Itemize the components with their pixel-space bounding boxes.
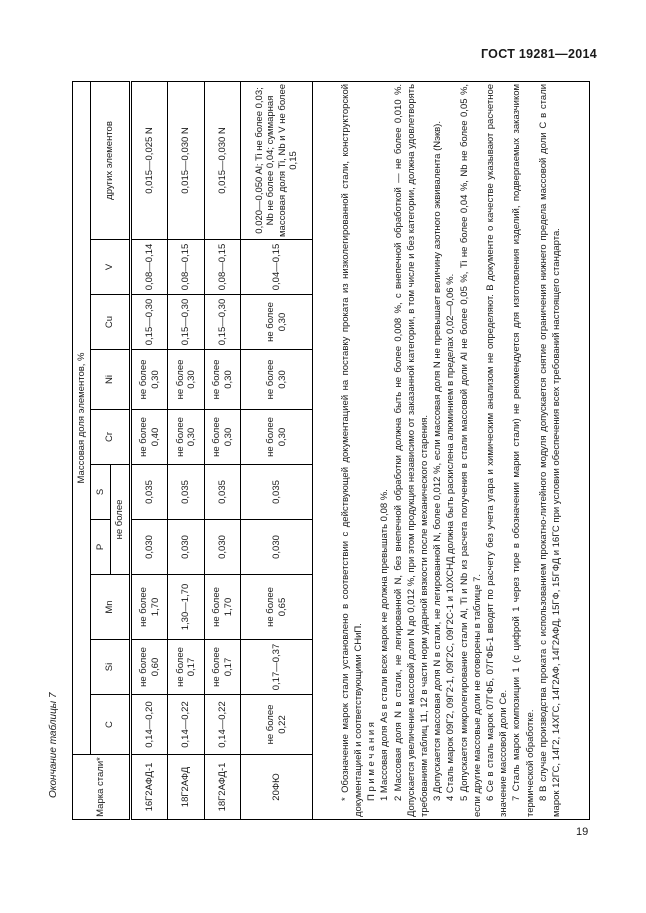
table-cell: не более 0,30 <box>241 350 313 410</box>
table-cell: 0,035 <box>205 465 241 520</box>
note-item: 3 Допускается массовая доля N в стали, не легированной N, более 0,012 %, если массовая доля N не превышает величину азотного эквивалента (Nэкв). <box>432 121 444 801</box>
col-header-c: C <box>91 695 131 755</box>
table-cell: не более 1,70 <box>131 575 168 640</box>
table-cell: не более 0,65 <box>241 575 313 640</box>
table-cell: 0,035 <box>131 465 168 520</box>
table-cell: не более 0,30 <box>241 410 313 465</box>
table-cell: не более 0,30 <box>168 410 205 465</box>
col-header-si: Si <box>91 640 131 695</box>
table-cell: 0,030 <box>168 520 205 575</box>
table-cell: 0,030 <box>205 520 241 575</box>
table-cell: 0,015—0,030 N <box>168 81 205 239</box>
col-header-mn: Mn <box>91 575 131 640</box>
table-cell: 0,04—0,15 <box>241 240 313 295</box>
table-cell: не более 0,30 <box>205 350 241 410</box>
header-row-group <box>73 81 91 819</box>
note-item: 1 Массовая доля As в стали всех марок не должна превышать 0,08 %. <box>379 489 391 801</box>
note-item: 5 Допускается микролегирование стали Al, Ti и Nb из расчета получения в стали массовой доли Al не более 0,05 %, Ti не более 0,04 %, Nb не более 0,05 %, если другие массовые доли не оговорены в таблице 7. <box>458 83 483 817</box>
table-cell: не более 0,30 <box>241 295 313 350</box>
table-cell: не более 1,70 <box>205 575 241 640</box>
table-cell: 0,15—0,30 <box>131 295 168 350</box>
table-cell: 0,15—0,30 <box>205 295 241 350</box>
subheader-ne-bolee: не более <box>111 465 131 575</box>
notes-row <box>313 81 590 819</box>
table-cell: 0,08—0,15 <box>205 240 241 295</box>
col-header-cr: Cr <box>91 410 131 465</box>
col-header-cu: Cu <box>91 295 131 350</box>
table-cell: 0,035 <box>168 465 205 520</box>
col-header-p: P <box>91 520 111 575</box>
steel-mark: 16Г2АФД-1 <box>131 755 168 820</box>
table-cell: не более 0,40 <box>131 410 168 465</box>
table-cell: не более 0,22 <box>241 695 313 755</box>
note-item: 6 Се в сталь марок 07ГФБ, 07ГФБ-1 вводят по расчету без учета угара и химическим анализом не определяют. В документе о качестве указывают расчетное значение массовой доли Се. <box>485 83 510 817</box>
table-row <box>131 81 168 819</box>
table-cell: 1,30—1,70 <box>168 575 205 640</box>
note-item: 7 Сталь марок композиции 1 (с цифрой 1 через тире в обозначении марки стали) не рекомендуется для изготовления изделий, подвергаемых заказчиком термической обработке. <box>511 83 536 817</box>
table-cell: не более 0,30 <box>168 350 205 410</box>
page-number: 19 <box>576 826 589 838</box>
table-cell: 0,030 <box>241 520 313 575</box>
table-cell: не более 0,30 <box>131 350 168 410</box>
table-cell: не более 0,30 <box>205 410 241 465</box>
table-cell: 0,015—0,030 N <box>205 81 241 239</box>
steel-mark: 20ФЮ <box>241 755 313 820</box>
standard-number: ГОСТ 19281—2014 <box>480 47 597 61</box>
col-header-ni: Ni <box>91 350 131 410</box>
table-row <box>168 81 205 819</box>
table-cell: 0,015—0,025 N <box>131 81 168 239</box>
table-cell: 0,035 <box>241 465 313 520</box>
table-cell: не более 0,17 <box>168 640 205 695</box>
note-item: 2 Массовая доля N в стали, не легированной N, без внепечной обработки должна быть не более 0,008 %, с внепечной обработкой — не более 0,010 %. Допускается увеличение массовой доли N до 0,012 %, при этом продукция независимо от заказанной категории, в том числе и без категории, должна удовлетворять требованиям таблиц 11, 12 в части норм ударной вязкости после механического старения. <box>392 83 430 817</box>
col-header-other: других элементов <box>91 81 131 239</box>
table-cell: 0,14—0,20 <box>131 695 168 755</box>
steel-mark: 18Г2АФД-1 <box>205 755 241 820</box>
col-header-v: V <box>91 240 131 295</box>
header-row-elements <box>91 81 111 819</box>
col-header-s: S <box>91 465 111 520</box>
table-cell: 0,14—0,22 <box>168 695 205 755</box>
table-cell: 0,17—0,37 <box>241 640 313 695</box>
col-header-mark: Марка стали* <box>73 755 131 820</box>
table-caption: Окончание таблицы 7 <box>48 692 59 798</box>
table-cell: 0,030 <box>131 520 168 575</box>
table-row <box>241 81 313 819</box>
group-header: Массовая доля элементов, % <box>73 81 91 754</box>
table-cell: 0,020—0,050 Al; Ti не более 0,03; Nb не более 0,04; суммарная массовая доля Ti, Nb и V не более 0,15 <box>241 81 313 239</box>
table-cell: 0,08—0,14 <box>131 240 168 295</box>
table-cell: 0,14—0,22 <box>205 695 241 755</box>
note-item: 4 Сталь марок 09Г2, 09Г2-1, 09Г2С, 09Г2С-1 и 10ХСНД должна быть раскислена алюминием в пределах 0,02—0,06 %. <box>445 273 457 801</box>
chemical-composition-table <box>72 81 590 820</box>
table-row <box>205 81 241 819</box>
table-cell: 0,15—0,30 <box>168 295 205 350</box>
table-cell: 0,08—0,15 <box>168 240 205 295</box>
table-cell: не более 0,60 <box>131 640 168 695</box>
table-footnote: * Обозначение марок стали установлено в соответствии с действующей документацией на поставку проката из низколегированной стали, конструкторской документацией и соответствующими СНиП. <box>339 83 364 817</box>
steel-mark: 18Г2АФД <box>168 755 205 820</box>
note-item: 8 В случае производства проката с использованием прокатно-литейного модуля допускается снятие ограничения нижнего предела массовой доли С в стали марок 12ГС, 14Г2, 14ХГС, 14Г2АФ, 14Г2АФД, 15ГФ, 15ГФД и 16ГС при условии обеспечения всех требований настоящего стандарта. <box>537 83 563 817</box>
table-cell: не более 0,17 <box>205 640 241 695</box>
notes-heading: П р и м е ч а н и я <box>366 722 378 801</box>
rotated-content <box>32 80 592 820</box>
notes-block <box>313 81 590 819</box>
